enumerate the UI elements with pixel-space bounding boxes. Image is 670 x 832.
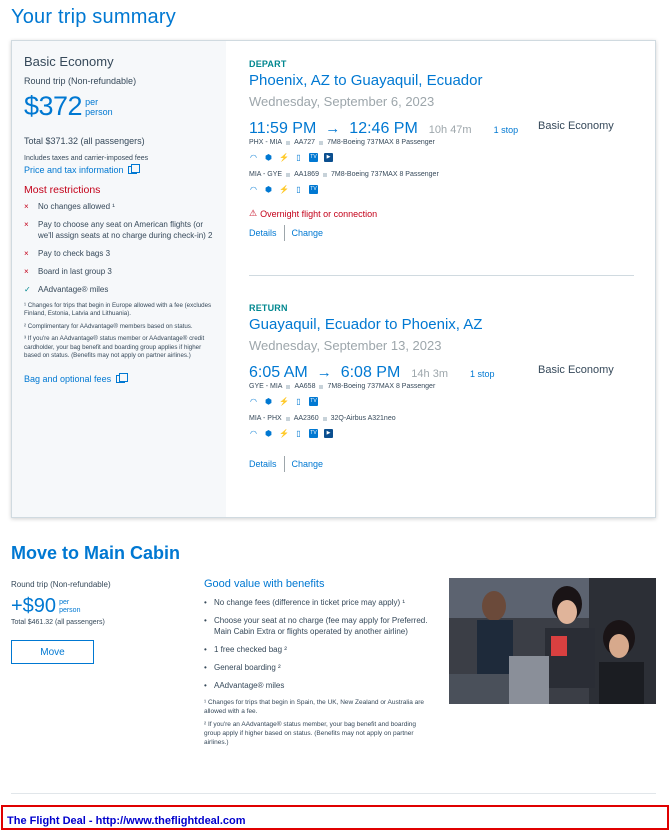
x-icon: × xyxy=(24,267,29,276)
restriction-text: Pay to check bags 3 xyxy=(38,249,111,258)
segment-aircraft: 7M8-Boeing 737MAX 8 Passenger xyxy=(330,171,439,178)
amenities-row xyxy=(249,185,639,194)
power-icon: ⚡ xyxy=(279,429,289,438)
power-icon: ⚡ xyxy=(279,397,289,406)
cabin-class: Basic Economy xyxy=(538,364,614,376)
bag-fees-label: Bag and optional fees xyxy=(24,374,112,385)
restrictions-list xyxy=(24,201,214,295)
restriction-item xyxy=(24,219,214,241)
wifi-icon: ◠ xyxy=(250,429,257,438)
change-link[interactable]: Change xyxy=(291,459,324,469)
depart-time: 6:05 AM xyxy=(249,364,308,381)
tv-icon: TV xyxy=(310,154,317,160)
shield-icon: ⬢ xyxy=(265,429,272,438)
price-tax-info-link[interactable] xyxy=(24,165,214,175)
return-route: Guayaquil, Ecuador to Phoenix, AZ xyxy=(249,316,483,333)
separator-dot xyxy=(286,173,290,177)
phone-icon: ▯ xyxy=(296,185,301,194)
amenities-row xyxy=(249,153,639,162)
entertainment-icon: ▶ xyxy=(324,429,333,438)
restriction-text: Pay to choose any seat on American flights (or we'll assign seats at no charge during check-in) 2 xyxy=(38,220,213,240)
fare-taxes: Includes taxes and carrier-imposed fees xyxy=(24,155,149,162)
segment-route: MIA - PHX xyxy=(249,415,282,422)
segment-aircraft: 32Q-Airbus A321neo xyxy=(330,415,396,422)
depart-links xyxy=(249,225,639,241)
segment-route: GYE - MIA xyxy=(249,383,283,390)
upsell-price-panel xyxy=(11,580,191,664)
page-title: Your trip summary xyxy=(11,6,176,28)
fare-total: Total $371.32 (all passengers) xyxy=(24,136,145,146)
restriction-text: Board in last group 3 xyxy=(38,267,112,276)
overnight-text: Overnight flight or connection xyxy=(260,208,378,219)
benefits-heading: Good value with benefits xyxy=(204,578,325,590)
details-link[interactable]: Details xyxy=(249,228,277,238)
benefit-text: No change fees (difference in ticket price may apply) ¹ xyxy=(214,598,406,607)
return-date: Wednesday, September 13, 2023 xyxy=(249,338,442,353)
segment-flight: AA658 xyxy=(294,383,316,390)
flight-duration: 10h 47m xyxy=(428,124,472,136)
bullet: • xyxy=(204,598,207,607)
depart-time: 11:59 PM xyxy=(249,120,317,137)
itinerary-panel xyxy=(249,59,639,472)
fare-price xyxy=(24,92,214,120)
segment-route: MIA - GYE xyxy=(249,171,283,178)
person-label: person xyxy=(85,107,113,117)
fare-price-amount: $372 xyxy=(24,91,83,121)
phone-icon: ▯ xyxy=(296,429,301,438)
restriction-text: No changes allowed ¹ xyxy=(38,202,115,211)
fare-name: Basic Economy xyxy=(24,54,114,69)
bag-fees-link[interactable] xyxy=(24,374,214,384)
external-window-icon xyxy=(116,375,125,383)
bullet: • xyxy=(204,616,207,625)
person-label: person xyxy=(59,607,81,614)
arrival-time: 6:08 PM xyxy=(340,364,401,381)
separator-dot xyxy=(286,417,290,421)
power-icon: ⚡ xyxy=(279,153,289,162)
depart-section xyxy=(249,59,639,241)
upsell-total: Total $461.32 (all passengers) xyxy=(11,619,105,626)
link-separator xyxy=(284,456,285,472)
stops-link[interactable]: 1 stop xyxy=(493,125,519,135)
bullet: • xyxy=(204,663,207,672)
return-label: RETURN xyxy=(249,303,288,313)
separator-dot xyxy=(323,417,327,421)
section-divider xyxy=(249,275,634,276)
arrow-right-icon: → xyxy=(316,364,332,381)
overnight-warning xyxy=(249,208,639,219)
source-banner-text: The Flight Deal - http://www.theflightdeal.com xyxy=(7,815,246,827)
depart-date: Wednesday, September 6, 2023 xyxy=(249,94,435,109)
restriction-item xyxy=(24,266,214,277)
return-links xyxy=(249,456,639,472)
trip-summary-card xyxy=(11,40,656,518)
amenities-row xyxy=(249,397,639,406)
warning-icon: ⚠ xyxy=(249,208,258,218)
benefit-text: General boarding ² xyxy=(214,663,281,672)
fare-panel xyxy=(12,41,226,517)
segment-flight: AA727 xyxy=(294,139,316,146)
fare-footnote: ¹ Changes for trips that begin in Europe allowed with a fee (excludes Finland, Estonia, Latvia and Lithuania). xyxy=(24,302,212,318)
benefit-footnote: ² If you're an AAdvantage® status member, your bag benefit and boarding group apply if higher based on status. (Benefits may not apply on partner airlines.) xyxy=(204,721,416,746)
separator-dot xyxy=(319,141,323,145)
source-banner xyxy=(1,805,669,830)
x-icon: × xyxy=(24,202,29,211)
per-label: per xyxy=(59,599,70,606)
separator-dot xyxy=(286,141,290,145)
return-times xyxy=(249,364,639,382)
cabin-photo-illustration xyxy=(449,578,656,704)
upsell-per-person xyxy=(59,599,80,615)
flight-segment xyxy=(249,383,639,390)
depart-times xyxy=(249,120,639,138)
upsell-benefits xyxy=(204,578,429,751)
bottom-divider xyxy=(11,793,656,794)
benefit-item xyxy=(204,680,429,691)
x-icon: × xyxy=(24,249,29,258)
benefit-text: AAdvantage® miles xyxy=(214,681,285,690)
cabin-class: Basic Economy xyxy=(538,120,614,132)
segment-flight: AA1869 xyxy=(294,171,319,178)
upsell-round-trip: Round trip (Non-refundable) xyxy=(11,580,111,589)
benefit-text: 1 free checked bag ² xyxy=(214,645,287,654)
restriction-item xyxy=(24,201,214,212)
entertainment-icon: ▶ xyxy=(324,153,333,162)
tv-icon: TV xyxy=(310,430,317,436)
upsell-price xyxy=(11,595,191,617)
restriction-item xyxy=(24,284,214,295)
segment-route: PHX - MIA xyxy=(249,139,283,146)
upsell-title: Move to Main Cabin xyxy=(11,543,181,563)
wifi-icon: ◠ xyxy=(250,185,257,194)
separator-dot xyxy=(286,385,290,389)
depart-label: DEPART xyxy=(249,59,287,69)
segment-aircraft: 7M8-Boeing 737MAX 8 Passenger xyxy=(327,383,436,390)
external-window-icon xyxy=(128,166,137,174)
bullet: • xyxy=(204,681,207,690)
arrival-time: 12:46 PM xyxy=(349,120,418,137)
amenities-row xyxy=(249,429,639,438)
x-icon: × xyxy=(24,220,29,229)
shield-icon: ⬢ xyxy=(265,153,272,162)
fare-per-person xyxy=(85,97,113,117)
fare-round-trip: Round trip (Non-refundable) xyxy=(24,76,137,86)
tv-icon: TV xyxy=(310,186,317,192)
benefit-item xyxy=(204,644,429,655)
price-tax-info-label: Price and tax information xyxy=(24,165,124,175)
cabin-photo xyxy=(449,578,656,704)
benefit-item xyxy=(204,597,429,608)
flight-duration: 14h 3m xyxy=(411,368,448,380)
restriction-text: AAdvantage® miles xyxy=(38,285,109,294)
fare-footnote: ³ If you're an AAdvantage® status member or AAdvantage® credit cardholder, your bag benefit and boarding group applies if higher based on status. (Benefits may not apply on partner airlines.) xyxy=(24,335,205,360)
return-section xyxy=(249,303,639,472)
segment-aircraft: 7M8-Boeing 737MAX 8 Passenger xyxy=(327,139,435,146)
phone-icon: ▯ xyxy=(296,153,301,162)
stops-link[interactable]: 1 stop xyxy=(470,369,495,379)
wifi-icon: ◠ xyxy=(250,397,257,406)
restriction-item xyxy=(24,248,214,259)
flight-segment xyxy=(249,139,639,146)
flight-segment xyxy=(249,171,639,178)
wifi-icon: ◠ xyxy=(250,153,257,162)
benefit-footnote: ¹ Changes for trips that begin in Spain, the UK, New Zealand or Australia are allowed with a fee. xyxy=(204,699,425,715)
power-icon: ⚡ xyxy=(279,185,289,194)
change-link[interactable]: Change xyxy=(291,228,324,238)
separator-dot xyxy=(323,173,327,177)
benefits-list xyxy=(204,597,429,691)
separator-dot xyxy=(319,385,323,389)
restrictions-title: Most restrictions xyxy=(24,184,101,196)
per-label: per xyxy=(85,97,99,107)
segment-flight: AA2360 xyxy=(293,415,319,422)
benefit-item xyxy=(204,662,429,673)
shield-icon: ⬢ xyxy=(265,397,272,406)
flight-segment xyxy=(249,415,639,422)
move-button[interactable]: Move xyxy=(11,640,94,664)
bullet: • xyxy=(204,645,207,654)
shield-icon: ⬢ xyxy=(265,185,272,194)
details-link[interactable]: Details xyxy=(249,459,277,469)
arrow-right-icon: → xyxy=(325,120,341,137)
checkmark-icon: ✓ xyxy=(24,285,31,294)
benefit-text: Choose your seat at no charge (fee may apply for Preferred. Main Cabin Extra or flights operated by another airline) xyxy=(214,616,428,636)
fare-footnote: ² Complimentary for AAdvantage® members based on status. xyxy=(24,322,193,330)
upsell-price-amount: +$90 xyxy=(11,595,57,617)
link-separator xyxy=(284,225,285,241)
depart-route: Phoenix, AZ to Guayaquil, Ecuador xyxy=(249,72,483,89)
benefit-item xyxy=(204,615,429,637)
tv-icon: TV xyxy=(310,398,317,404)
phone-icon: ▯ xyxy=(296,397,301,406)
